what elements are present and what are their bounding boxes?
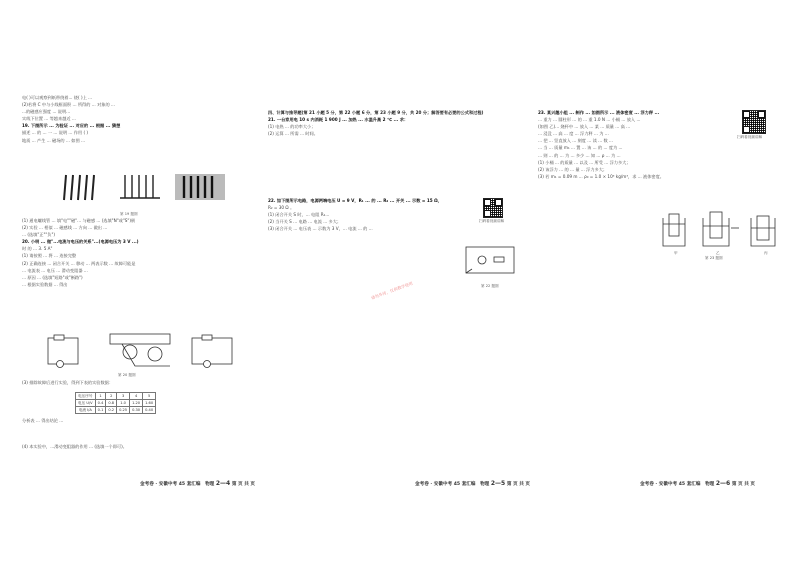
table-row bbox=[76, 407, 156, 414]
container-a bbox=[663, 214, 685, 246]
table-cell: 电流 I/A bbox=[76, 407, 96, 414]
coil-a bbox=[64, 175, 94, 200]
text-line: 分析表 ... 得出结论 ... bbox=[22, 418, 64, 423]
text-line: (1) 请按照 ... 将 ... 连接完整 bbox=[22, 253, 77, 259]
text-line: (1) 小桶 ... 的质量 ... 以及 ... 所受 ... 浮力多大； bbox=[538, 159, 631, 165]
table-cell: 4 bbox=[130, 393, 143, 400]
table-cell: 1 bbox=[95, 393, 106, 400]
text-line: ... 则 ... 的 ... 为 ... 多少 ... 知 ... ρ ... 为 ... bbox=[538, 152, 621, 158]
footer-title: 金考卷 · 安徽中考 45 套汇编 物理 bbox=[140, 482, 215, 487]
circuit-c bbox=[192, 335, 232, 368]
table-cell: 2 bbox=[106, 393, 117, 400]
text-line: ... 把 ... 竖直放入 ... 刻度 ... 读 ... 数 ... bbox=[538, 138, 613, 144]
qr-code[interactable] bbox=[742, 110, 766, 134]
qr-corner bbox=[743, 126, 750, 133]
table-cell: 电压序号 bbox=[76, 393, 96, 400]
figure-19-coils bbox=[60, 170, 240, 208]
text-line: 地质 ... 产生 ... 磁场的 ... 如图 ... bbox=[22, 137, 85, 143]
figure-label-c: 丙 bbox=[764, 251, 768, 255]
text-line: (1) 闭合开关 S 时，... 电阻 R₁... bbox=[268, 212, 330, 218]
text-line: (2) 当开关 S ... 电路 ... 电流 ... 多大； bbox=[268, 219, 342, 225]
figure-22-circuit bbox=[462, 243, 522, 279]
qr-corner bbox=[484, 199, 491, 206]
qr-caption: 扫码看视频讲解 bbox=[737, 135, 763, 139]
table-cell: 0.4 bbox=[95, 400, 106, 407]
text-line: R₂ = 30 Ω 。 bbox=[268, 205, 295, 211]
page-number: 2—5 bbox=[490, 480, 506, 487]
text-line: 实线下位置 ... 等越来越近 ... bbox=[22, 116, 76, 122]
question-21-stem: 21. 一台家用电 10 s 内消耗 1 900 J ... 加热 ... 水温升高 2 ℃ ... 求： bbox=[268, 117, 409, 123]
coil-b bbox=[120, 175, 160, 198]
figure-23-float-scale bbox=[655, 210, 780, 252]
figure-label-a: 甲 bbox=[674, 251, 678, 255]
question-20-part4 bbox=[22, 444, 258, 451]
text-line: (4) 本实验中，...滑动变阻器的作用 ... (选填一个即可)。 bbox=[22, 444, 127, 449]
text-line: (2) 实验 ... 相似 ... 磁感线 ... 方向 ... 做出 ... bbox=[22, 225, 108, 231]
text-line: (2) 该浮力 ... 的 ... 量 ... 浮力多大； bbox=[538, 166, 608, 172]
qr-corner bbox=[758, 111, 765, 118]
question-20-stem: 20. 小明 ... 做"...电流与电压的关系"...(电源电压为 3 V ...) bbox=[22, 239, 139, 245]
figure-23-caption: 第 23 题图 bbox=[705, 256, 723, 260]
page-column-middle bbox=[268, 110, 504, 138]
figure-19-caption: 第 19 题图 bbox=[120, 212, 138, 216]
circuit-b-apparatus bbox=[110, 334, 170, 366]
page-column-right bbox=[538, 110, 738, 181]
text-line: (1) 通电螺线管 ... 填"电""磁"... 与磁感 ... (选填"N"或"S")极 bbox=[22, 218, 136, 223]
footer-page-count: 第 页 共 页 bbox=[731, 482, 756, 487]
question-23-stem: 23. 某兴趣小组 ... 制作 ... 如图所示 ... 液体密度 ... 浮力秤 ... bbox=[538, 110, 660, 115]
question-19-parts bbox=[22, 218, 258, 289]
figure-22-caption: 第 22 题图 bbox=[481, 284, 499, 288]
page-footer-left bbox=[140, 480, 255, 487]
text-line: 时 的 ... 3. 5 A" bbox=[22, 246, 53, 252]
container-c bbox=[751, 216, 775, 246]
question-22 bbox=[268, 198, 478, 233]
text-line: ... 根据实验数据 ... 得出 bbox=[22, 281, 68, 287]
footer-title: 金考卷 · 安徽中考 45 套汇编 物理 bbox=[640, 482, 715, 487]
text-line: ... 重力 ... 圆柱形 ... 的 ... 重 1.0 N ... 小桶 ... 放入 ... bbox=[538, 117, 641, 123]
text-line: ... (选填"正""负") bbox=[22, 232, 56, 238]
table-cell: 3 bbox=[117, 393, 130, 400]
table-row bbox=[76, 393, 156, 400]
circuit-a bbox=[48, 335, 78, 368]
table-cell: 0.25 bbox=[117, 407, 130, 414]
footer-page-count: 第 页 共 页 bbox=[231, 482, 256, 487]
text-line: ... 电流表 ... 电压 ... 滑动变阻器 ... bbox=[22, 267, 88, 273]
question-22-stem: 22. 如下图所示电路，电源两端电压 U = 9 V，R₁ ... 的 ... R₂ ... 开关 ... 示数 = 15 Ω， bbox=[268, 198, 442, 203]
text-line: 描述 ... 的 ... 一 ... 说明 ... 作用 ( ) bbox=[22, 130, 89, 136]
text-line: ... 当 ... 质量 m₁ ... 置 ... 该 ... 的 ... 度为 ... bbox=[538, 145, 623, 151]
page-footer-right bbox=[640, 480, 755, 487]
section-4-heading: 四、计算与推导题(第 21 小题 5 分，第 22 小题 6 分，第 23 小题 9 分，共 20 分；解答要有必要的公式和过程) bbox=[268, 110, 484, 115]
text-line: (2) 正确连接 ... 闭合开关 ... 移动 ... 两表示数 ... 故障可能是 bbox=[22, 260, 136, 266]
text-line: (2) 运算 ... 所需 ... 时间。 bbox=[268, 131, 318, 137]
table-cell: 1.60 bbox=[143, 400, 156, 407]
qr-caption: 扫码看视频讲解 bbox=[479, 219, 505, 223]
page-number: 2—4 bbox=[215, 480, 231, 487]
table-cell: 0.30 bbox=[130, 407, 143, 414]
table-cell: 0.8 bbox=[106, 400, 117, 407]
page-number: 2—6 bbox=[715, 480, 731, 487]
question-20-part3b bbox=[22, 418, 258, 425]
qr-corner bbox=[484, 210, 491, 217]
table-cell: 5 bbox=[143, 393, 156, 400]
figure-20-circuits bbox=[40, 332, 250, 372]
table-cell: 1.0 bbox=[117, 400, 130, 407]
table-cell: 1.20 bbox=[130, 400, 143, 407]
data-table bbox=[75, 392, 156, 414]
container-b bbox=[703, 212, 739, 246]
text-line: (1) 电热 ... 的功率大小； bbox=[268, 124, 316, 130]
text-line: 电( )可以观察到纸带绕着... 绕( )上 ... bbox=[22, 95, 93, 100]
qr-code[interactable] bbox=[483, 198, 503, 218]
text-line: (3) 排除故障后进行实验，得到下表的实验数据： bbox=[22, 380, 114, 385]
question-20-part3 bbox=[22, 380, 258, 387]
text-line: (2)若将 C 中与小线框面积 ... 所得的 ... 对象的 ... bbox=[22, 102, 115, 108]
qr-corner bbox=[495, 199, 502, 206]
figure-label-b: 乙 bbox=[716, 251, 720, 255]
watermark: 请勿外传，仅供教学使用 bbox=[370, 280, 414, 301]
figure-20-caption: 第 20 题图 bbox=[118, 373, 136, 377]
text-line: (如图 乙)... 烧杯中 ... 放入 ... 某 ... 质量 ... 高 ... bbox=[538, 124, 631, 130]
footer-title: 金考卷 · 安徽中考 45 套汇编 物理 bbox=[415, 482, 490, 487]
table-cell: 0.1 bbox=[95, 407, 106, 414]
page-footer-middle bbox=[415, 480, 530, 487]
text-line: (3) 若 m₁ = 0.09 m ... ρ₀ = 1.0 × 10³ kg/m³，求 ... 液体密度。 bbox=[538, 173, 664, 179]
table-row bbox=[76, 400, 156, 407]
text-line: ... 浸没 ... 高 ... 度 ... 浮力秤 ... 为 ... bbox=[538, 131, 609, 137]
coil-c-iron-filings bbox=[175, 174, 225, 200]
table-cell: 0.2 bbox=[106, 407, 117, 414]
text-line: (3) 闭合开关 ... 电压表 ... 示数为 3 V，... 电流 ... 的 ... bbox=[268, 226, 373, 232]
question-19-stem: 19. 下图所示 ... 为验证 ... 对应的 ... 根据 ... 猜想 bbox=[22, 123, 121, 129]
footer-page-count: 第 页 共 页 bbox=[506, 482, 531, 487]
table-cell: 0.40 bbox=[143, 407, 156, 414]
text-line: ... 原因 ... (选填"短路"或"断路") bbox=[22, 274, 83, 280]
qr-corner bbox=[743, 111, 750, 118]
page-column-left bbox=[22, 95, 258, 145]
table-cell: 电压 U/V bbox=[76, 400, 96, 407]
text-line: ...的磁感应强度 ... 说明... bbox=[22, 109, 71, 115]
